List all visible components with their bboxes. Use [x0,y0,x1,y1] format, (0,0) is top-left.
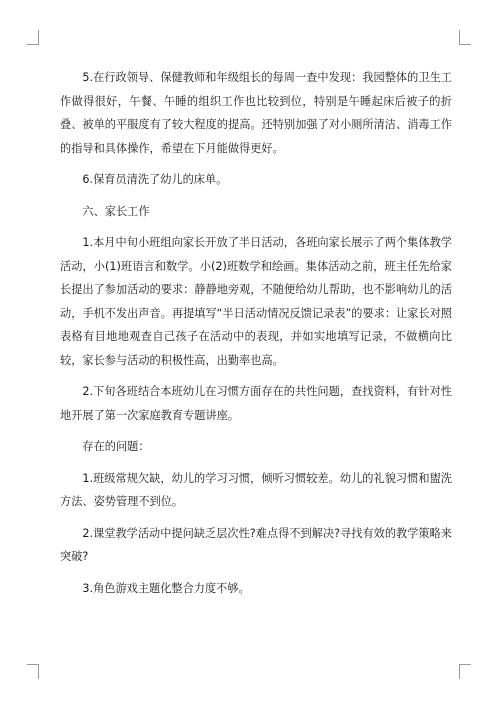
page-corner-mark-top-left [27,30,39,45]
paragraph-family-education-lecture: 2.下旬各班结合本班幼儿在习惯方面存在的共性问题，查找资料，有针对性地开展了第一次家庭教育专题讲座。 [60,385,452,422]
paragraph-problem-3: 3.角色游戏主题化整合力度不够。 [82,581,250,595]
page-corner-mark-top-right [459,30,471,45]
paragraph-problem-1: 1.班级常规欠缺，幼儿的学习习惯，倾听习惯较差。幼儿的礼貌习惯和盥洗方法、姿势管理不到位。 [60,471,452,508]
paragraph-half-day-open-activity: 1.本月中旬小班组向家长开放了半日活动，各班向家长展示了两个集体教学活动，小(1)班语言和数学。小(2)班数学和绘画。集体活动之前，班主任先给家长提出了参加活动的要求：静静地旁观，不随便给幼儿帮助，也不影响幼儿的活动，手机不发出声音。再提填写“半日活动情况反馈记录表”的要求：让家长对照表格有目地地观查自己孩子在活动中的表现，并如实地填写记录，不做横向比较，家长参与活动的积极性高，出勤率也高。 [60,236,452,367]
paragraph-hygiene-inspection: 5.在行政领导、保健教师和年级组长的每周一查中发现：我园整体的卫生工作做得很好，午餐、午睡的组织工作也比较到位，特别是午睡起床后被子的折叠、被单的平服度有了较大程度的提高。还特别加强了对小厕所清洁、消毒工作的指导和具体操作，希望在下月能做得更好。 [60,71,452,155]
paragraph-bedsheet-washing: 6.保育员清洗了幼儿的床单。 [82,173,228,186]
page-corner-mark-bottom-left [27,664,39,679]
document-body [60,66,452,608]
section-heading-parent-work: 六、家长工作 [82,204,150,218]
paragraph-problems-heading: 存在的问题： [82,440,150,453]
page-corner-mark-bottom-right [459,664,471,679]
paragraph-problem-2: 2.课堂教学活动中提问缺乏层次性?难点得不到解决?寻找有效的教学策略来突破? [60,526,452,563]
